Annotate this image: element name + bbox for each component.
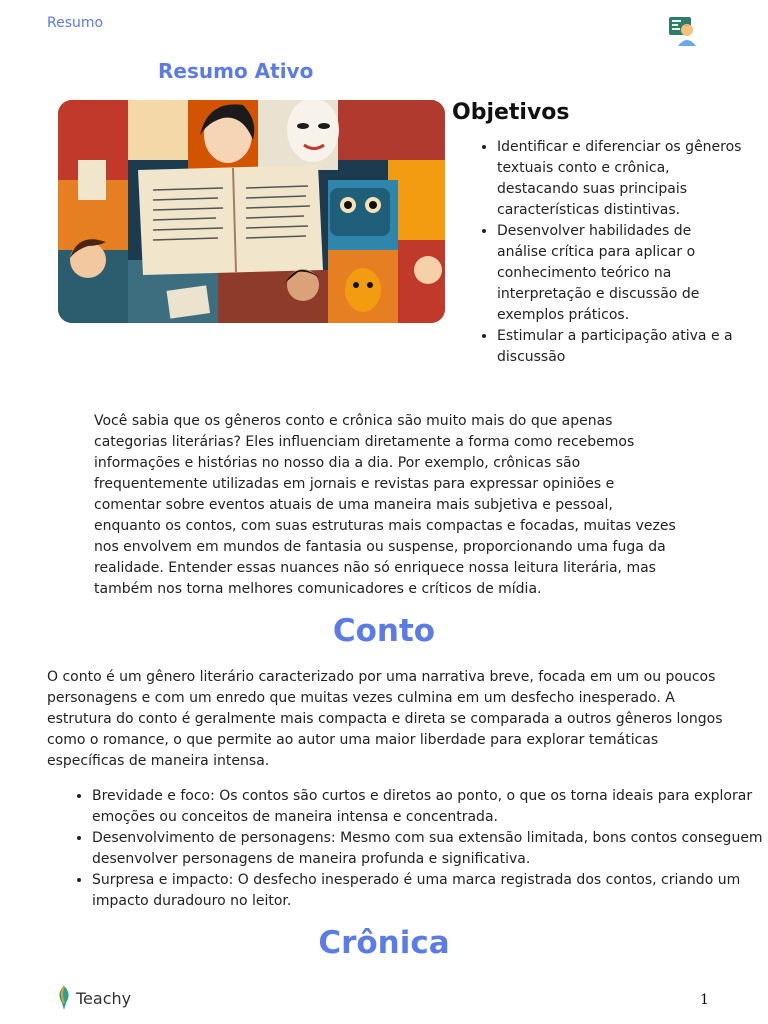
objectives-panel bbox=[452, 100, 742, 383]
objectives-heading: Objetivos bbox=[452, 100, 570, 125]
objective-item: • Identificar e diferenciar os gêneros textuais conto e crônica, destacando suas principais características distintivas. bbox=[497, 137, 742, 221]
summary-title: Resumo Ativo bbox=[158, 59, 314, 83]
page-number: 1 bbox=[700, 992, 709, 1008]
intro-paragraph: Você sabia que os gêneros conto e crônica são muito mais do que apenas categorias literárias? Eles influenciam diretamente a forma como recebemos informações e histórias no nosso dia a dia. Por exemplo, crônicas são frequentemente utilizadas em jornais e revistas para expressar opiniões e comentar sobre eventos atuais de uma maneira mais subjetiva e pessoal, enquanto os contos, com suas estruturas mais compactas e focadas, muitas vezes nos envolvem em mundos de fantasia ou suspense, proporcionando uma fuga da realidade. Entender essas nuances não só enriquece nossa leitura literária, mas também nos torna melhores comunicadores e críticos de mídia. bbox=[94, 413, 676, 597]
list-item: • Brevidade e foco: Os contos são curtos e diretos ao ponto, o que os torna ideais para explorar emoções ou conceitos de maneira intensa e concentrada. bbox=[92, 786, 768, 828]
list-item: • Desenvolvimento de personagens: Mesmo com sua extensão limitada, bons contos conseguem desenvolver personagens de maneira profunda e significativa. bbox=[92, 828, 768, 870]
cronica-heading: Crônica bbox=[318, 925, 450, 961]
resumo-link[interactable]: Resumo bbox=[47, 15, 104, 31]
teachy-leaf-icon bbox=[56, 985, 72, 1011]
list-item: • Surpresa e impacto: O desfecho inesperado é uma marca registrada dos contos, criando um impacto duradouro no leitor. bbox=[92, 870, 768, 912]
teachy-logo bbox=[56, 984, 131, 1012]
conto-heading: Conto bbox=[332, 613, 436, 649]
collage-illustration bbox=[58, 100, 445, 323]
teacher-avatar-icon bbox=[668, 16, 698, 46]
brand-name: Teachy bbox=[76, 988, 132, 1008]
conto-paragraph: O conto é um gênero literário caracterizado por uma narrativa breve, focada em um ou poucos personagens e com um enredo que muitas vezes culmina em um desfecho inesperado. A estrutura do conto é geralmente mais compacta e direta se comparada a outros gêneros longos como o romance, o que permite ao autor uma maior liberdade para explorar temáticas específicas de maneira intensa. bbox=[47, 669, 723, 769]
objective-item: • Desenvolver habilidades de análise crítica para aplicar o conhecimento teórico na interpretação e discussão de exemplos práticos. bbox=[497, 221, 742, 326]
conto-bullet-list bbox=[47, 786, 768, 912]
objectives-list bbox=[452, 137, 742, 368]
objective-item: • Estimular a participação ativa e a discussão bbox=[497, 326, 742, 368]
